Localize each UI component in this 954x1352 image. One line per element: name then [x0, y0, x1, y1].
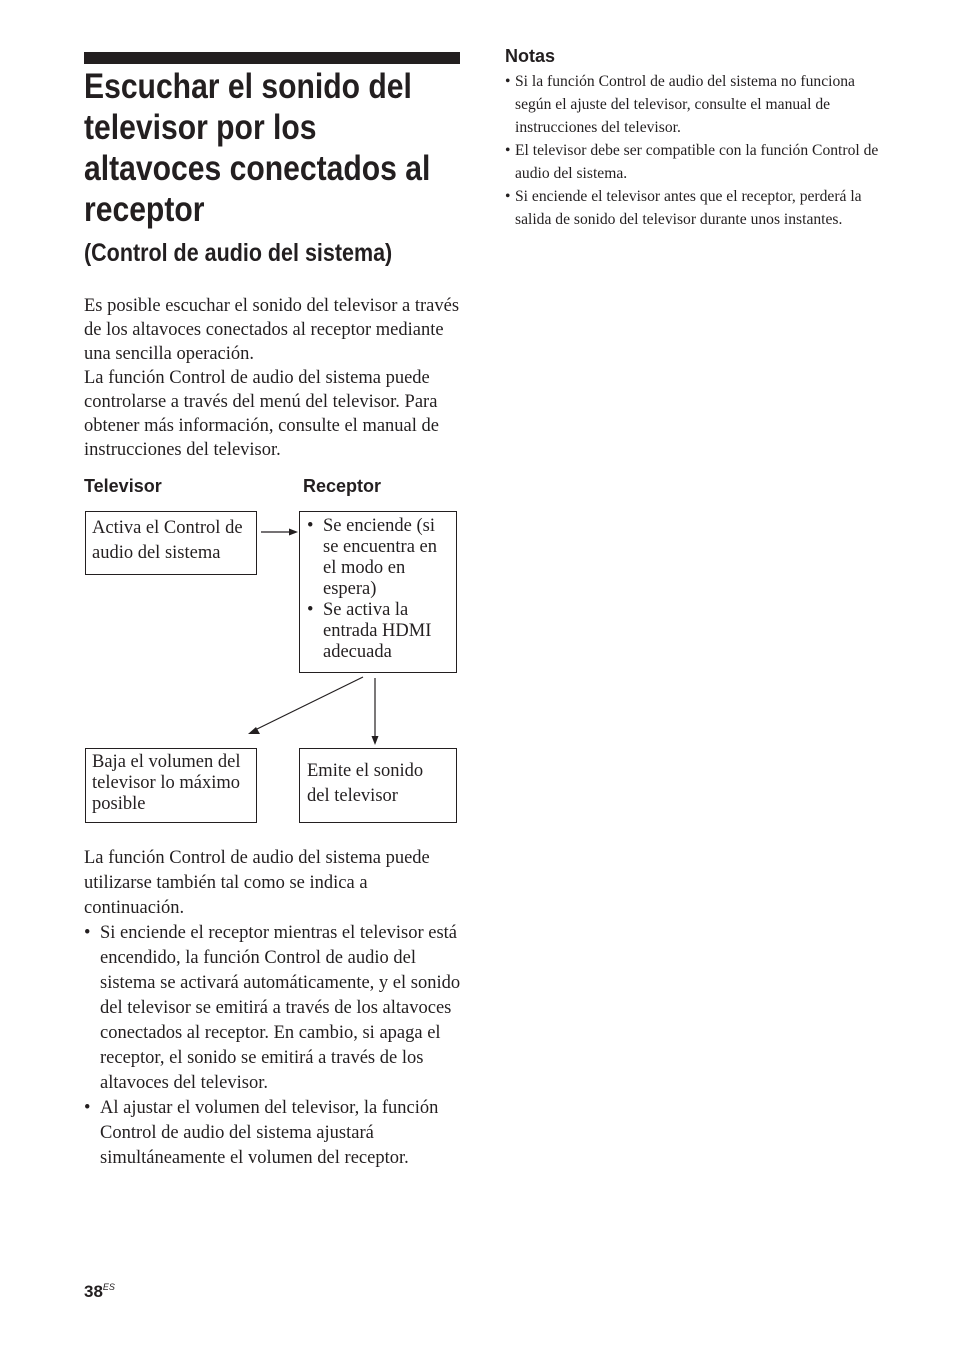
page-subtitle: (Control de audio del sistema): [84, 239, 393, 267]
usage-section: [84, 846, 469, 1171]
usage-item: • Al ajustar el volumen del televisor, la función Control de audio del sistema ajustará simultáneamente el volumen del receptor.: [84, 1096, 469, 1171]
usage-intro: La función Control de audio del sistema puede utilizarse también tal como se indica a continuación.: [84, 848, 430, 918]
intro-paragraph-1: Es posible escuchar el sonido del televisor a través de los altavoces conectados al receptor mediante una sencilla operación.: [84, 296, 460, 364]
arrowhead-tv-to-receiver: [289, 529, 298, 536]
notes-heading: Notas: [505, 46, 556, 66]
intro-paragraph-2: La función Control de audio del sistema puede controlarse a través del menú del televisor. Para obtener más información, consulte el manual de instrucciones del televisor.: [84, 368, 439, 460]
notes-list: [505, 70, 880, 231]
tv-column-label: Televisor: [84, 476, 162, 496]
arrowhead-receiver-to-sound: [372, 736, 379, 745]
page-number: [84, 1282, 115, 1302]
tv-volume-text: Baja el volumen del televisor lo máximo posible: [92, 752, 241, 814]
usage-list: [84, 921, 469, 1171]
page-number-value: 38: [84, 1282, 103, 1301]
receiver-column-label: Receptor: [303, 476, 382, 496]
receiver-action-item: • Se enciende (si se encuentra en el modo en espera): [300, 516, 450, 600]
note-item: • Si enciende el televisor antes que el receptor, perderá la salida de sonido del televisor durante unos instantes.: [505, 185, 880, 231]
receiver-action-item: • Se activa la entrada HDMI adecuada: [300, 600, 450, 663]
tv-activate-text: Activa el Control de audio del sistema: [92, 518, 243, 563]
note-item: • Si la función Control de audio del sistema no funciona según el ajuste del televisor, consulte el manual de instrucciones del televisor.: [505, 70, 880, 139]
tv-sound-text: Emite el sonido del televisor: [307, 761, 424, 806]
arrow-receiver-to-volume: [255, 677, 363, 730]
note-item: • El televisor debe ser compatible con la función Control de audio del sistema.: [505, 139, 880, 185]
page-title: Escuchar el sonido del televisor por los altavoces conectados al receptor: [84, 67, 431, 229]
usage-item: • Si enciende el receptor mientras el televisor está encendido, la función Control de audio del sistema se activará automáticamente, y el sonido del televisor se emitirá a través de los altavoces conectados al receptor. En cambio, si apaga el receptor, el sonido se emitirá a través de los altavoces del televisor.: [84, 921, 469, 1096]
page-language: ES: [102, 1282, 115, 1292]
